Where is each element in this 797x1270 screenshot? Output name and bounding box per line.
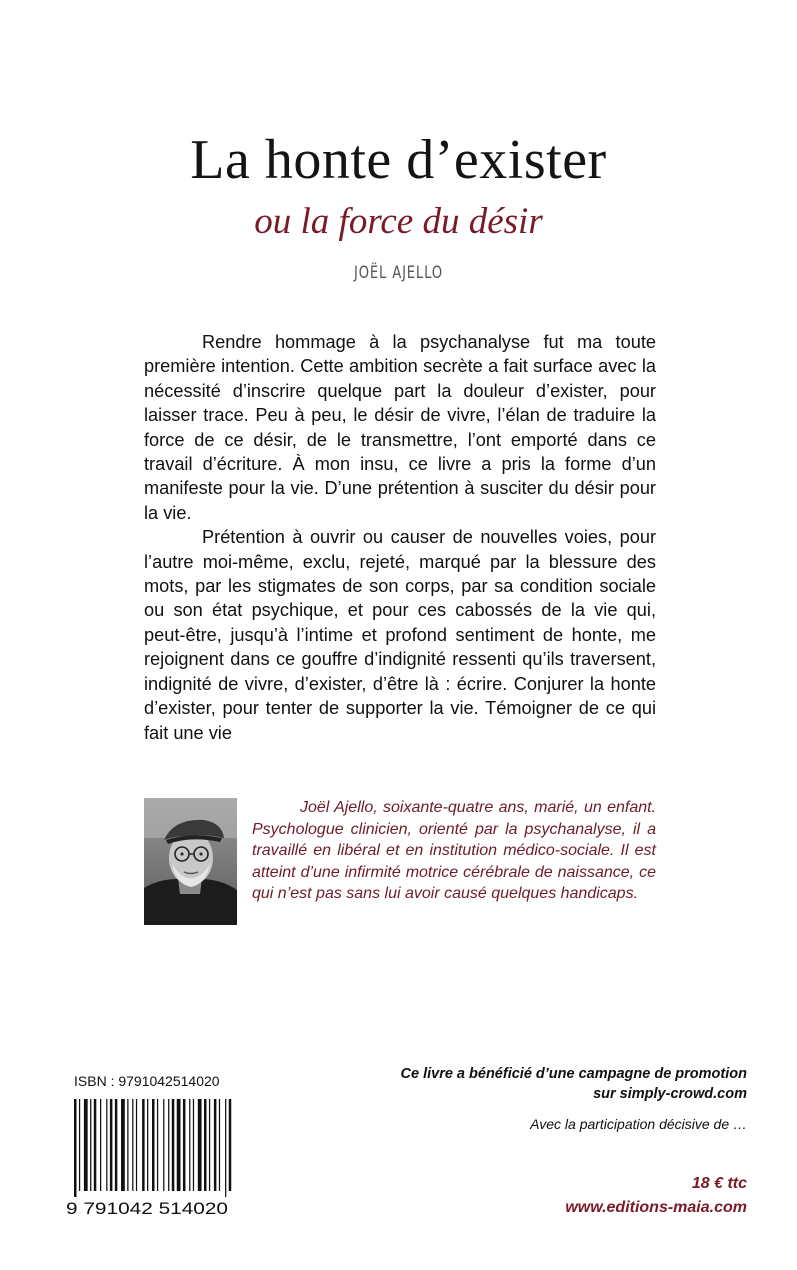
author-bio xyxy=(252,797,656,905)
barcode-bar xyxy=(127,1099,128,1191)
barcode-bar xyxy=(157,1099,158,1191)
barcode-bar xyxy=(132,1099,133,1191)
barcode-bar xyxy=(209,1099,210,1191)
publisher-website: www.editions-maia.com xyxy=(565,1199,747,1216)
barcode-bar xyxy=(168,1099,169,1191)
barcode-bar xyxy=(147,1099,148,1191)
price: 18 € ttc xyxy=(691,1175,747,1192)
barcode-bar xyxy=(225,1099,226,1197)
promotion-notice xyxy=(347,1064,747,1104)
barcode xyxy=(64,1095,234,1217)
book-title: La honte d’exister xyxy=(190,129,607,191)
author-photo xyxy=(144,798,237,925)
barcode-bar xyxy=(183,1099,186,1191)
barcode-bar xyxy=(172,1099,175,1191)
barcode-bar xyxy=(189,1099,190,1191)
blurb-paragraph: Prétention à ouvrir ou causer de nouvelles voies, pour l’autre moi-même, exclu, rejeté, marqué par la blessure des mots, par les stigmates de son corps, par sa condition sociale ou son état psychique, et pour ces cabossés de la vie qui, peut-être, jusqu’à l’intime et profond sentiment de honte, me rejoignent dans ce gouffre d’indignité ressenti qu’ils traversent, indignité de vivre, d’exister, d’être là : écrire. Conjurer la honte d’exister, pour tenter de supporter la vie. Témoigner de ce qui fait une vie xyxy=(144,527,656,743)
barcode-bar xyxy=(152,1099,155,1191)
barcode-bar xyxy=(198,1099,202,1191)
barcode-bar xyxy=(110,1099,113,1191)
participation-note: Avec la participation décisive de … xyxy=(530,1116,747,1132)
barcode-bar xyxy=(204,1099,207,1191)
barcode-bar xyxy=(94,1099,97,1191)
barcode-bar xyxy=(90,1099,91,1191)
barcode-bar xyxy=(142,1099,145,1191)
barcode-bar xyxy=(219,1099,220,1191)
barcode-bar xyxy=(106,1099,107,1191)
book-subtitle: ou la force du désir xyxy=(254,201,543,242)
author-bio-text: Joël Ajello, soixante-quatre ans, marié, un enfant. Psychologue clinicien, orienté par la psychanalyse, il a travaillé en libéral et en institution médico-sociale. Il est atteint d’une infirmité motrice cérébrale de naissance, ce qui n’est pas sans lui avoir causé quelques handicaps. xyxy=(252,799,656,903)
barcode-bar xyxy=(84,1099,88,1191)
barcode-bar xyxy=(121,1099,125,1191)
barcode-bar xyxy=(163,1099,164,1191)
blurb-paragraph: Rendre hommage à la psychanalyse fut ma toute première intention. Cette ambition secrète a fait surface avec la nécessité d’inscrire quelque part la douleur d’exister, pour laisser trace. Peu à peu, le désir de vivre, l’élan de traduire la force de ce désir, de le transmettre, l’ont emporté dans ce travail d’écriture. À mon insu, ce livre a pris la forme d’un manifeste pour la vie. D’une prétention à susciter du désir pour la vie. xyxy=(144,332,656,523)
promo-line: Ce livre a bénéficié d’une campagne de promotion xyxy=(400,1066,747,1082)
barcode-bar xyxy=(229,1099,232,1191)
barcode-bar xyxy=(115,1099,118,1191)
isbn-label: ISBN : 9791042514020 xyxy=(74,1073,220,1089)
promo-line: sur simply-crowd.com xyxy=(593,1086,747,1102)
barcode-bar xyxy=(193,1099,194,1191)
barcode-bar xyxy=(79,1099,80,1191)
barcode-bar xyxy=(136,1099,137,1191)
barcode-bar xyxy=(74,1099,77,1197)
author-name: JOËL AJELLO xyxy=(353,263,444,283)
blurb xyxy=(144,330,656,745)
barcode-digits: 9 791042 514020 xyxy=(66,1199,228,1217)
barcode-bar xyxy=(100,1099,101,1191)
barcode-bar xyxy=(214,1099,217,1191)
barcode-bar xyxy=(177,1099,181,1191)
